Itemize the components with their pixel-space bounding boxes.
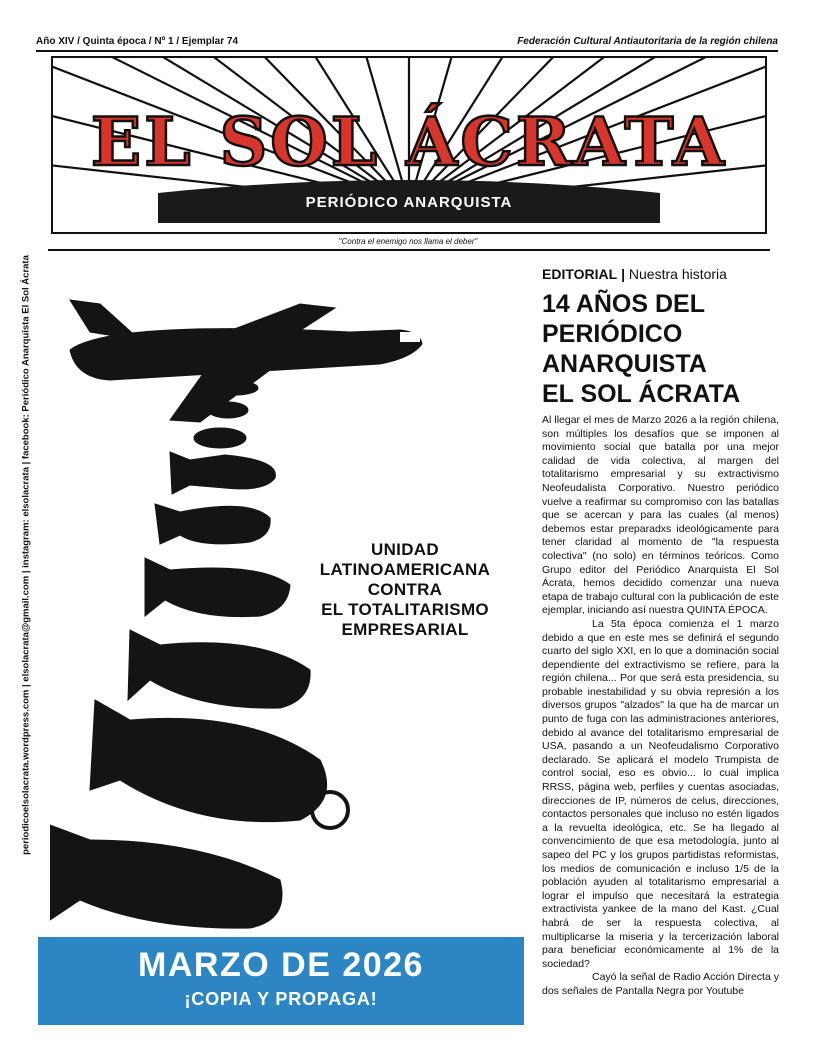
issue-info: Año XIV / Quinta época / Nº 1 / Ejemplar 74 [36, 36, 239, 47]
kicker-separator: | [621, 266, 626, 282]
title-line: ANARQUISTA [542, 350, 707, 378]
bomb-icon [128, 630, 310, 708]
headline-line: CONTRA [367, 580, 443, 599]
editorial-kicker [542, 266, 727, 282]
title-line: PERIÓDICO [542, 320, 683, 348]
issue-date: MARZO DE 2026 [138, 946, 424, 984]
paragraph: Al llegar el mes de Marzo 2026 a la región chilena, son múltiples los desafíos que se imponen al movimiento social que batalla por una mejor calidad de vida colectiva, al margen del totalitarismo empresarial y su extractivismo Neofeudalista Corporativo. Nuestro periódico vuelve a reafirmar su compromiso con las batallas que se acercan y para las cuales (al menos) debemos estar preparadxs ideológicamente para tener claridad al momento de "la respuesta colectiva" (no solo) en términos teóricos. Como Grupo editor del Periódico Anarquista El Sol Ácrata, hemos decidido comenzar una nueva etapa de trabajo cultural con la publicación de este ejemplar, iniciando así nuestra QUINTA ÉPOCA. [542, 414, 779, 617]
bomb-icon [170, 452, 275, 494]
headline-line: UNIDAD [371, 540, 439, 559]
slogan: "Contra el enemigo nos llama el deber" [338, 237, 478, 246]
headline-line: EL TOTALITARISMO [321, 600, 489, 619]
bomb-icon [50, 825, 282, 928]
federation-name: Federación Cultural Antiautoritaria de la región chilena [517, 36, 778, 47]
kicker-text: Nuestra historia [628, 266, 727, 282]
title-line: 14 AÑOS DEL [542, 290, 706, 318]
top-rule [36, 50, 778, 52]
sidebar-contacts [16, 255, 36, 855]
paragraph: La 5ta época comienza el 1 marzo debido a que en este mes se definirá el segundo cuarto del siglo XXI, en lo que a dominación social dependiente del extractivismo se refiere, para la región chilena... Por que será esta presidencia, su probable inestabilidad y su obvia represión a los diversos grupos "alzados" la que ha de marcar un punto de fuga con las administraciones anteriores, debido al avance del totalitarismo empresarial de USA, pasando a un Neofeudalismo Corporativo declarado. Se aplicará el modelo Trumpista de control social, eso es obvio... lo cual implica RRSS, página web, perfiles y cuentas asociadas, direcciones de IP, números de celus, direcciones, contactos personales que incluso no estén ligados a la revuelta ideológica, etc. Se ha llegado al convencimiento de que esa metodología, junto al sapeo del PC y los grupos partidistas reformistas, los medios de comunicación e incluso 1/5 de la población ayuden al totalitarismo empresarial a lograr el impulso que necesitará la estrategia extractivista yankee de la mano del Kast. ¿Cual habrá de ser la respuesta colectiva, al multiplicarse la miseria y la tercerización laboral para beneficiar económicamente al 1% de la sociedad? [542, 617, 779, 970]
title-line: EL SOL ÁCRATA [542, 380, 741, 408]
bomb-icon [155, 504, 270, 544]
bomb-icon [145, 558, 290, 617]
editorial-body [542, 414, 779, 1039]
headline-line: LATINOAMERICANA [319, 560, 491, 579]
headline-line: EMPRESARIAL [341, 620, 469, 639]
airplane-icon [70, 300, 422, 422]
paragraph: Cayó la señal de Radio Acción Directa y dos señales de Pantalla Negra por Youtube [542, 971, 779, 997]
section-label: EDITORIAL [542, 266, 618, 282]
bottom-rule [48, 249, 770, 251]
masthead-title: EL SOL ÁCRATA [90, 103, 728, 181]
bomb-icon [90, 700, 348, 828]
masthead [48, 55, 770, 235]
date-banner [38, 937, 524, 1025]
masthead-subtitle: PERIÓDICO ANARQUISTA [305, 194, 513, 211]
contacts-text: periodicoelsolacrata.wordpress.com | elsolacrata@gmail.com | instagram: elsolacrata | facebook: Periódico Anarquista El Sol Ácrata [20, 255, 32, 855]
cover-headline [300, 540, 510, 640]
tagline: ¡COPIA Y PROPAGA! [184, 989, 378, 1009]
masthead-art [48, 55, 770, 235]
editorial-title [542, 289, 782, 409]
